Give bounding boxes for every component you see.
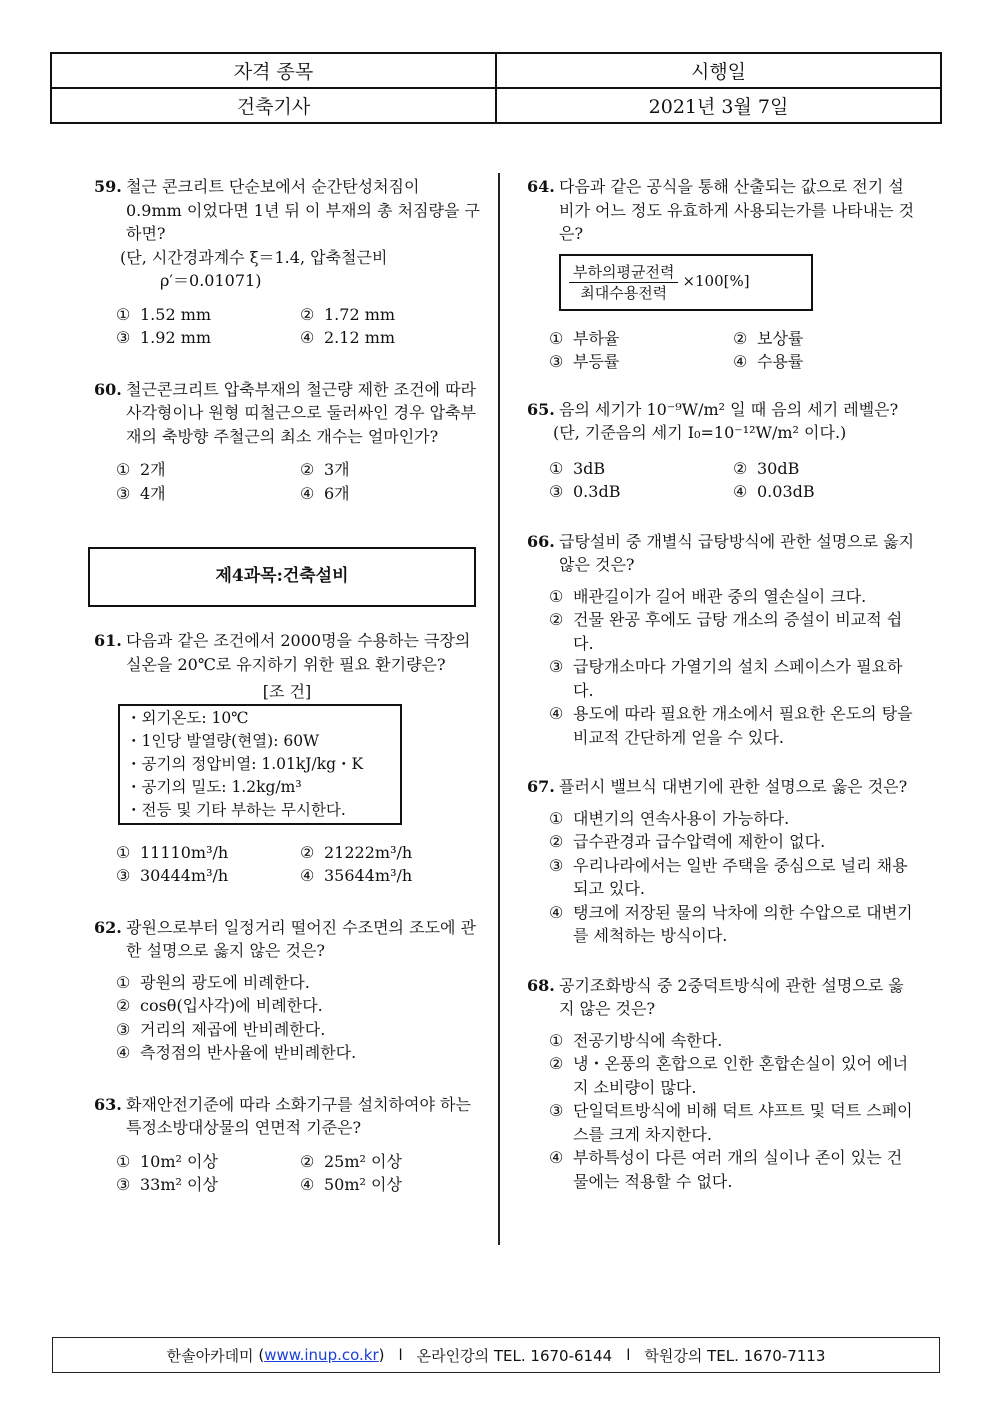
option-number: ① [549, 808, 564, 828]
option-text: 30dB [757, 458, 800, 478]
question-number: 59. [94, 177, 122, 196]
condition-item: ・1인당 발열량(현열): 60W [126, 731, 319, 750]
question-number: 60. [94, 379, 122, 399]
option-number: ① [549, 458, 564, 478]
option-text: 부하율 [573, 328, 620, 348]
option-4[interactable] [300, 1173, 480, 1197]
options-list [527, 457, 917, 504]
option-3[interactable] [549, 854, 917, 901]
condition-item: ・전등 및 기타 부하는 무시한다. [126, 800, 346, 819]
option-number: ④ [300, 328, 315, 347]
option-text: 21222m³/h [324, 842, 413, 862]
option-text: 용도에 따라 필요한 개소에서 필요한 온도의 탕을 비교적 간단하게 얻을 수 있다. [573, 704, 913, 747]
column-divider [498, 173, 500, 1245]
question-68 [527, 974, 917, 1194]
option-text: 2.12 mm [324, 328, 396, 347]
note-line: (단, 시간경과계수 ξ＝1.4, 압축철근비 [120, 247, 388, 267]
option-text: 11110m³/h [140, 842, 229, 862]
option-number: ② [733, 458, 748, 478]
option-text: 탱크에 저장된 물의 낙차에 의한 수압으로 대변기를 세척하는 방식이다. [573, 902, 913, 945]
option-number: ① [116, 1151, 131, 1171]
option-text: 급수관경과 급수압력에 제한이 없다. [573, 832, 826, 851]
page-footer [52, 1337, 940, 1373]
footer-paren-close: ) [378, 1346, 385, 1364]
option-2[interactable] [549, 608, 917, 655]
question-number: 63. [94, 1094, 122, 1114]
option-3[interactable] [116, 1018, 480, 1042]
question-number: 64. [527, 177, 555, 196]
option-text: 35644m³/h [324, 866, 413, 885]
option-number: ① [549, 586, 564, 606]
footer-online-tel: 온라인강의 TEL. 1670-6144 [416, 1346, 613, 1365]
question-text: 다음과 같은 공식을 통해 산출되는 값으로 전기 설비가 어느 정도 유효하게 사용되는가를 나타내는 것은? [559, 177, 915, 243]
question-63 [94, 1093, 480, 1197]
question-text: 철근 콘크리트 단순보에서 순간탄성처짐이 0.9mm 이었다면 1년 뒤 이 부재의 총 처짐량을 구하면? [126, 177, 480, 243]
option-number: ④ [733, 482, 748, 501]
question-59 [94, 175, 480, 350]
option-1[interactable] [116, 841, 300, 865]
option-2[interactable] [733, 457, 917, 481]
option-text: 건물 완공 후에도 급탕 개소의 증설이 비교적 쉽다. [573, 610, 903, 653]
question-number: 65. [527, 399, 555, 419]
option-text: 10m² 이상 [140, 1151, 218, 1171]
option-3[interactable] [116, 482, 300, 506]
option-text: 1.92 mm [140, 328, 212, 347]
question-text: 음의 세기가 10⁻⁹W/m² 일 때 음의 세기 레벨은? [559, 399, 899, 419]
option-1[interactable] [116, 303, 300, 327]
option-1[interactable] [549, 327, 733, 351]
option-text: 0.3dB [573, 482, 621, 501]
option-number: ④ [549, 1148, 564, 1167]
option-number: ④ [300, 1175, 315, 1194]
option-2[interactable] [300, 841, 480, 865]
options-list [94, 303, 480, 350]
option-2[interactable] [549, 1052, 917, 1099]
options-list [94, 841, 480, 888]
option-number: ③ [116, 483, 131, 503]
option-text: 배관길이가 길어 배관 중의 열손실이 크다. [573, 586, 867, 606]
option-4[interactable] [733, 350, 917, 374]
question-text: 화재안전기준에 따라 소화기구를 설치하여야 하는 특정소방대상물의 연면적 기준은? [126, 1094, 471, 1137]
option-number: ③ [549, 1101, 564, 1120]
option-4[interactable] [116, 1041, 480, 1065]
option-2[interactable] [300, 303, 480, 327]
option-number: ② [733, 328, 748, 348]
option-text: 1.52 mm [140, 304, 212, 324]
option-3[interactable] [549, 350, 733, 374]
formula-fraction [569, 262, 678, 303]
header-col2-value: 2021년 3월 7일 [496, 88, 941, 123]
note-line: (단, 기준음의 세기 I₀=10⁻¹²W/m² 이다.) [553, 423, 847, 442]
header-col2-label: 시행일 [496, 53, 941, 88]
option-text: 3개 [324, 460, 350, 479]
option-number: ④ [549, 704, 564, 723]
option-3[interactable] [549, 655, 917, 702]
option-number: ④ [733, 352, 748, 371]
option-1[interactable] [549, 1029, 917, 1053]
header-col1-value: 건축기사 [51, 88, 496, 123]
options-list [527, 1029, 917, 1194]
question-note [94, 246, 480, 293]
option-text: 수용률 [757, 352, 804, 371]
options-list [94, 971, 480, 1065]
option-text: 2개 [140, 460, 166, 479]
option-1[interactable] [549, 807, 917, 831]
option-3[interactable] [549, 480, 733, 504]
option-text: 단일덕트방식에 비해 덕트 샤프트 및 덕트 스페이스를 크게 차지한다. [573, 1101, 913, 1144]
option-2[interactable] [549, 830, 917, 854]
question-number: 61. [94, 631, 122, 650]
footer-separator: l [626, 1346, 631, 1364]
subject-title-box: 제4과목:건축설비 [88, 547, 476, 607]
option-number: ① [116, 972, 131, 992]
option-number: ② [300, 304, 315, 324]
conditions-box [118, 704, 402, 825]
option-number: ③ [549, 657, 564, 676]
option-2[interactable] [300, 1150, 480, 1174]
option-number: ③ [549, 855, 564, 875]
option-number: ④ [116, 1043, 131, 1062]
option-number: ③ [116, 1175, 131, 1194]
question-65 [527, 398, 917, 504]
option-3[interactable] [116, 326, 300, 350]
option-text: 부등률 [573, 352, 620, 371]
exam-header-table [50, 52, 942, 124]
option-text: 측정점의 반사율에 반비례한다. [140, 1043, 357, 1062]
option-text: 1.72 mm [324, 304, 396, 324]
option-3[interactable] [116, 1173, 300, 1197]
footer-offline-tel: 학원강의 TEL. 1670-7113 [644, 1346, 826, 1365]
option-text: 광원의 광도에 비례한다. [140, 972, 310, 992]
option-number: ② [300, 1151, 315, 1171]
option-1[interactable] [549, 457, 733, 481]
option-number: ① [549, 328, 564, 348]
footer-academy-name: 한솔아카데미 [166, 1346, 254, 1365]
option-number: ③ [116, 328, 131, 347]
option-number: ② [300, 460, 315, 479]
question-64 [527, 175, 917, 374]
option-number: ② [549, 1054, 564, 1073]
left-column [94, 175, 480, 1215]
options-list [527, 327, 917, 374]
formula-numerator: 부하의평균전력 [569, 262, 678, 283]
question-number: 66. [527, 531, 555, 551]
option-2[interactable] [116, 994, 480, 1018]
option-number: ① [549, 1030, 564, 1050]
option-1[interactable] [549, 585, 917, 609]
option-text: 0.03dB [757, 482, 815, 501]
formula-denominator: 최대수용전력 [580, 283, 668, 302]
option-text: 25m² 이상 [324, 1151, 402, 1171]
option-text: cosθ(입사각)에 비례한다. [140, 996, 323, 1015]
question-number: 62. [94, 917, 122, 937]
option-4[interactable] [300, 864, 480, 888]
option-text: 30444m³/h [140, 866, 229, 885]
option-number: ④ [300, 483, 315, 503]
option-number: ④ [549, 902, 564, 922]
option-number: ② [549, 832, 564, 851]
condition-item: ・외기온도: 10℃ [126, 708, 249, 727]
option-text: 급탕개소마다 가열기의 설치 스페이스가 필요하다. [573, 657, 903, 700]
option-1[interactable] [116, 971, 480, 995]
option-3[interactable] [549, 1099, 917, 1146]
footer-separator: l [398, 1346, 403, 1364]
question-67 [527, 775, 917, 948]
option-number: ③ [549, 482, 564, 501]
option-text: 3dB [573, 458, 606, 478]
option-2[interactable] [300, 458, 480, 482]
option-2[interactable] [733, 327, 917, 351]
option-number: ③ [116, 1019, 131, 1039]
conditions-title: [조 건] [262, 682, 312, 701]
option-text: 부하특성이 다른 여러 개의 실이나 존이 있는 건물에는 적용할 수 없다. [573, 1148, 903, 1191]
option-4[interactable] [549, 901, 917, 948]
option-4[interactable] [300, 482, 480, 506]
formula-box [559, 254, 813, 311]
option-number: ① [116, 460, 131, 479]
footer-website-link[interactable]: www.inup.co.kr [264, 1346, 379, 1364]
header-col1-label: 자격 종목 [51, 53, 496, 88]
option-number: ① [116, 304, 131, 324]
options-list [94, 1150, 480, 1197]
option-text: 전공기방식에 속한다. [573, 1030, 723, 1050]
question-number: 68. [527, 975, 555, 995]
option-text: 대변기의 연속사용이 가능하다. [573, 808, 790, 828]
option-text: 우리나라에서는 일반 주택을 중심으로 널리 채용되고 있다. [573, 855, 908, 898]
option-4[interactable] [549, 702, 917, 749]
option-number: ② [116, 996, 131, 1015]
options-list [527, 585, 917, 750]
option-number: ② [300, 842, 315, 862]
question-text: 광원으로부터 일정거리 떨어진 수조면의 조도에 관한 설명으로 옳지 않은 것은? [126, 917, 477, 960]
question-text: 플러시 밸브식 대변기에 관한 설명으로 옳은 것은? [559, 777, 908, 796]
formula-multiplier: ×100[%] [682, 272, 750, 291]
option-text: 보상률 [757, 328, 804, 348]
question-text: 공기조화방식 중 2중덕트방식에 관한 설명으로 옳지 않은 것은? [559, 975, 904, 1018]
option-text: 6개 [324, 483, 350, 503]
condition-item: ・공기의 밀도: 1.2kg/m³ [126, 777, 302, 796]
option-text: 33m² 이상 [140, 1175, 218, 1194]
question-61 [94, 629, 480, 888]
condition-item: ・공기의 정압비열: 1.01kJ/kg・K [126, 754, 364, 773]
option-number: ② [549, 610, 564, 629]
option-text: 거리의 제곱에 반비례한다. [140, 1019, 326, 1039]
option-text: 4개 [140, 483, 166, 503]
option-3[interactable] [116, 864, 300, 888]
footer-paren-open: ( [253, 1346, 265, 1364]
question-60 [94, 378, 480, 506]
option-number: ③ [116, 866, 131, 885]
options-list [527, 807, 917, 948]
option-number: ① [116, 842, 131, 862]
question-number: 67. [527, 777, 555, 796]
right-column [527, 175, 917, 1211]
options-list [94, 458, 480, 505]
question-66 [527, 530, 917, 750]
question-text: 다음과 같은 조건에서 2000명을 수용하는 극장의 실온을 20℃로 유지하기 위한 필요 환기량은? [126, 631, 471, 674]
option-1[interactable] [116, 1150, 300, 1174]
option-4[interactable] [300, 326, 480, 350]
option-1[interactable] [116, 458, 300, 482]
option-number: ③ [549, 352, 564, 371]
question-text: 급탕설비 중 개별식 급탕방식에 관한 설명으로 옳지 않은 것은? [559, 531, 915, 574]
option-4[interactable] [733, 480, 917, 504]
question-note [527, 421, 917, 445]
option-text: 냉・온풍의 혼합으로 인한 혼합손실이 있어 에너지 소비량이 많다. [573, 1054, 909, 1097]
note-line: ρ′＝0.01071) [160, 271, 262, 290]
question-62 [94, 916, 480, 1065]
question-text: 철근콘크리트 압축부재의 철근량 제한 조건에 따라 사각형이나 원형 띠철근으로 둘러싸인 경우 압축부재의 축방향 주철근의 최소 개수는 얼마인가? [126, 379, 477, 446]
option-number: ④ [300, 866, 315, 885]
option-text: 50m² 이상 [324, 1175, 402, 1194]
option-4[interactable] [549, 1146, 917, 1193]
